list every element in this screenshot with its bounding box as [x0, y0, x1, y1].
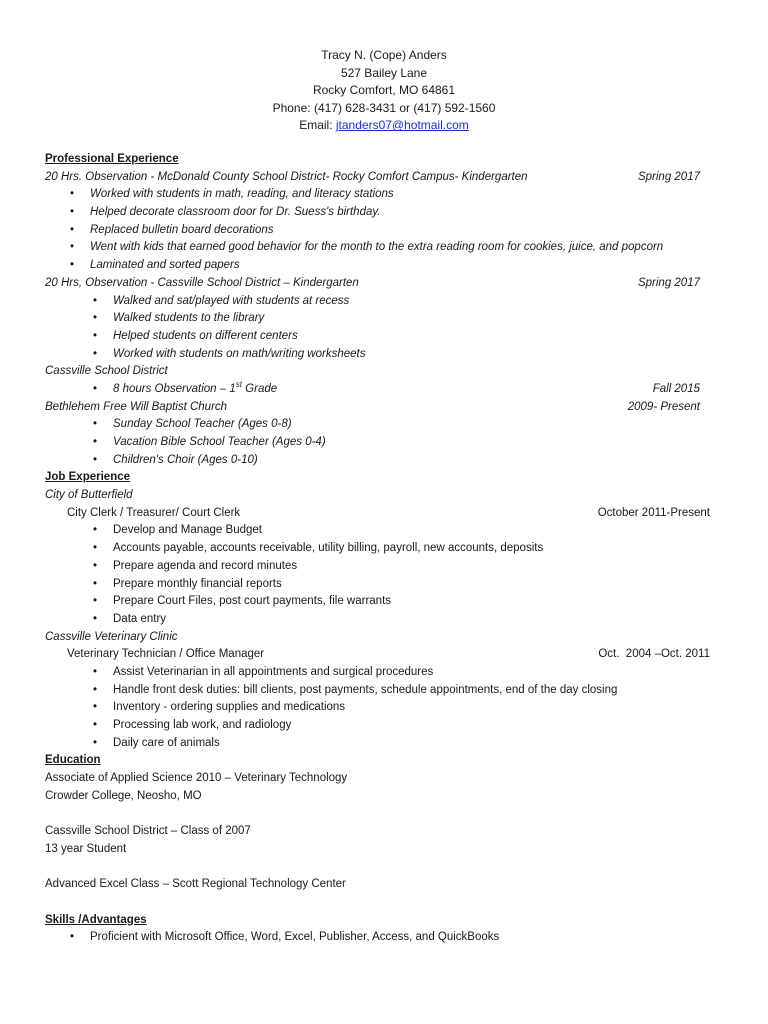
entry-title: Bethlehem Free Will Baptist Church: [45, 400, 228, 413]
spacer: [45, 805, 715, 823]
list-item: • Prepare monthly financial reports: [113, 576, 715, 594]
list-item: • Went with kids that earned good behavior for the month to the extra reading room for cookies, juice, and popcorn: [90, 239, 680, 257]
email-link[interactable]: jtanders07@hotmail.com: [335, 118, 469, 133]
church-entry: [45, 399, 715, 417]
list-item: • Daily care of animals: [113, 735, 715, 753]
education-degree: Associate of Applied Science 2010 – Veterinary Technology: [45, 772, 348, 785]
entry-date: Spring 2017: [637, 276, 700, 289]
job-experience-heading: Job Experience: [45, 471, 131, 484]
applicant-name: Tracy N. (Cope) Anders: [321, 48, 447, 62]
education-high-school: Cassville School District – Class of 2007: [45, 825, 251, 838]
job-role-row: [45, 505, 715, 523]
employer-name: Cassville Veterinary Clinic: [45, 630, 178, 643]
professional-experience-heading: Professional Experience: [45, 153, 179, 165]
resume-body: [45, 151, 715, 947]
ordinal-suffix: st: [235, 380, 242, 390]
list-item: • Worked with students on math/writing worksheets: [113, 346, 715, 364]
list-item: • Vacation Bible School Teacher (Ages 0-4): [113, 434, 715, 452]
job-2-duties: [45, 664, 715, 752]
address-line-1: 527 Bailey Lane: [340, 65, 428, 80]
list-item: • Worked with students in math, reading, and literacy stations: [90, 186, 715, 204]
job-role-row: [45, 646, 715, 664]
observation-entry-2: [45, 275, 715, 293]
education-high-school-note: 13 year Student: [45, 842, 127, 855]
list-item: • Proficient with Microsoft Office, Word, Excel, Publisher, Access, and QuickBooks: [90, 929, 715, 947]
job-date: Oct. 2004 –Oct. 2011: [598, 648, 710, 661]
list-item: • Children's Choir (Ages 0-10): [113, 452, 715, 470]
observation-entry-3: [45, 363, 715, 381]
contact-header: [0, 47, 768, 135]
entry-date: Spring 2017: [637, 170, 700, 183]
item-text: 8 hours Observation – 1: [113, 382, 236, 395]
list-item: • Walked and sat/played with students at recess: [113, 293, 715, 311]
spacer: [45, 894, 715, 912]
education-heading: Education: [45, 754, 101, 767]
entry-title: 20 Hrs. Observation - McDonald County School District- Rocky Comfort Campus- Kindergarten: [45, 170, 528, 183]
observation-entry-1: [45, 169, 715, 187]
job-role: City Clerk / Treasurer/ Court Clerk: [67, 506, 241, 519]
education-college: Crowder College, Neosho, MO: [45, 789, 202, 802]
address-line-2: Rocky Comfort, MO 64861: [312, 83, 456, 98]
list-item: • Sunday School Teacher (Ages 0-8): [113, 416, 715, 434]
observation-1-duties: [45, 186, 715, 274]
list-item: • Helped students on different centers: [113, 328, 715, 346]
spacer: [45, 859, 715, 877]
observation-3-duties: [45, 381, 715, 399]
entry-title: 20 Hrs, Observation - Cassville School District – Kindergarten: [45, 276, 359, 289]
list-item: • Prepare agenda and record minutes: [113, 558, 715, 576]
skills-list: [45, 929, 715, 947]
education-excel-class: Advanced Excel Class – Scott Regional Technology Center: [45, 878, 346, 891]
entry-date: 2009- Present: [627, 400, 700, 413]
list-item: • Helped decorate classroom door for Dr. Suess's birthday.: [90, 204, 715, 222]
entry-title: Cassville School District: [45, 365, 168, 378]
list-item: • Handle front desk duties: bill clients, post payments, schedule appointments, end of the day closing: [113, 682, 715, 700]
church-duties: [45, 416, 715, 469]
email-line: [0, 117, 768, 135]
list-item: • Walked students to the library: [113, 310, 715, 328]
job-role: Veterinary Technician / Office Manager: [67, 648, 265, 661]
entry-date: Fall 2015: [652, 382, 700, 395]
list-item: • Prepare Court Files, post court payments, file warrants: [113, 593, 715, 611]
skills-heading: Skills /Advantages: [45, 913, 147, 926]
phone-line: Phone: (417) 628-3431 or (417) 592-1560: [272, 100, 496, 115]
list-item: • Assist Veterinarian in all appointments and surgical procedures: [113, 664, 715, 682]
job-date: October 2011-Present: [597, 506, 710, 519]
list-item: • Replaced bulletin board decorations: [90, 222, 715, 240]
item-text: Grade: [241, 382, 278, 395]
list-item: • Inventory - ordering supplies and medications: [113, 699, 715, 717]
observation-2-duties: [45, 293, 715, 364]
list-item: • Data entry: [113, 611, 715, 629]
email-label: Email:: [299, 118, 336, 133]
list-item: [113, 381, 715, 399]
list-item: • Accounts payable, accounts receivable, utility billing, payroll, new accounts, deposits: [113, 540, 715, 558]
job-1-duties: [45, 522, 715, 628]
list-item: • Processing lab work, and radiology: [113, 717, 715, 735]
employer-name: City of Butterfield: [45, 489, 133, 502]
list-item: • Laminated and sorted papers: [90, 257, 715, 275]
list-item: • Develop and Manage Budget: [113, 522, 715, 540]
